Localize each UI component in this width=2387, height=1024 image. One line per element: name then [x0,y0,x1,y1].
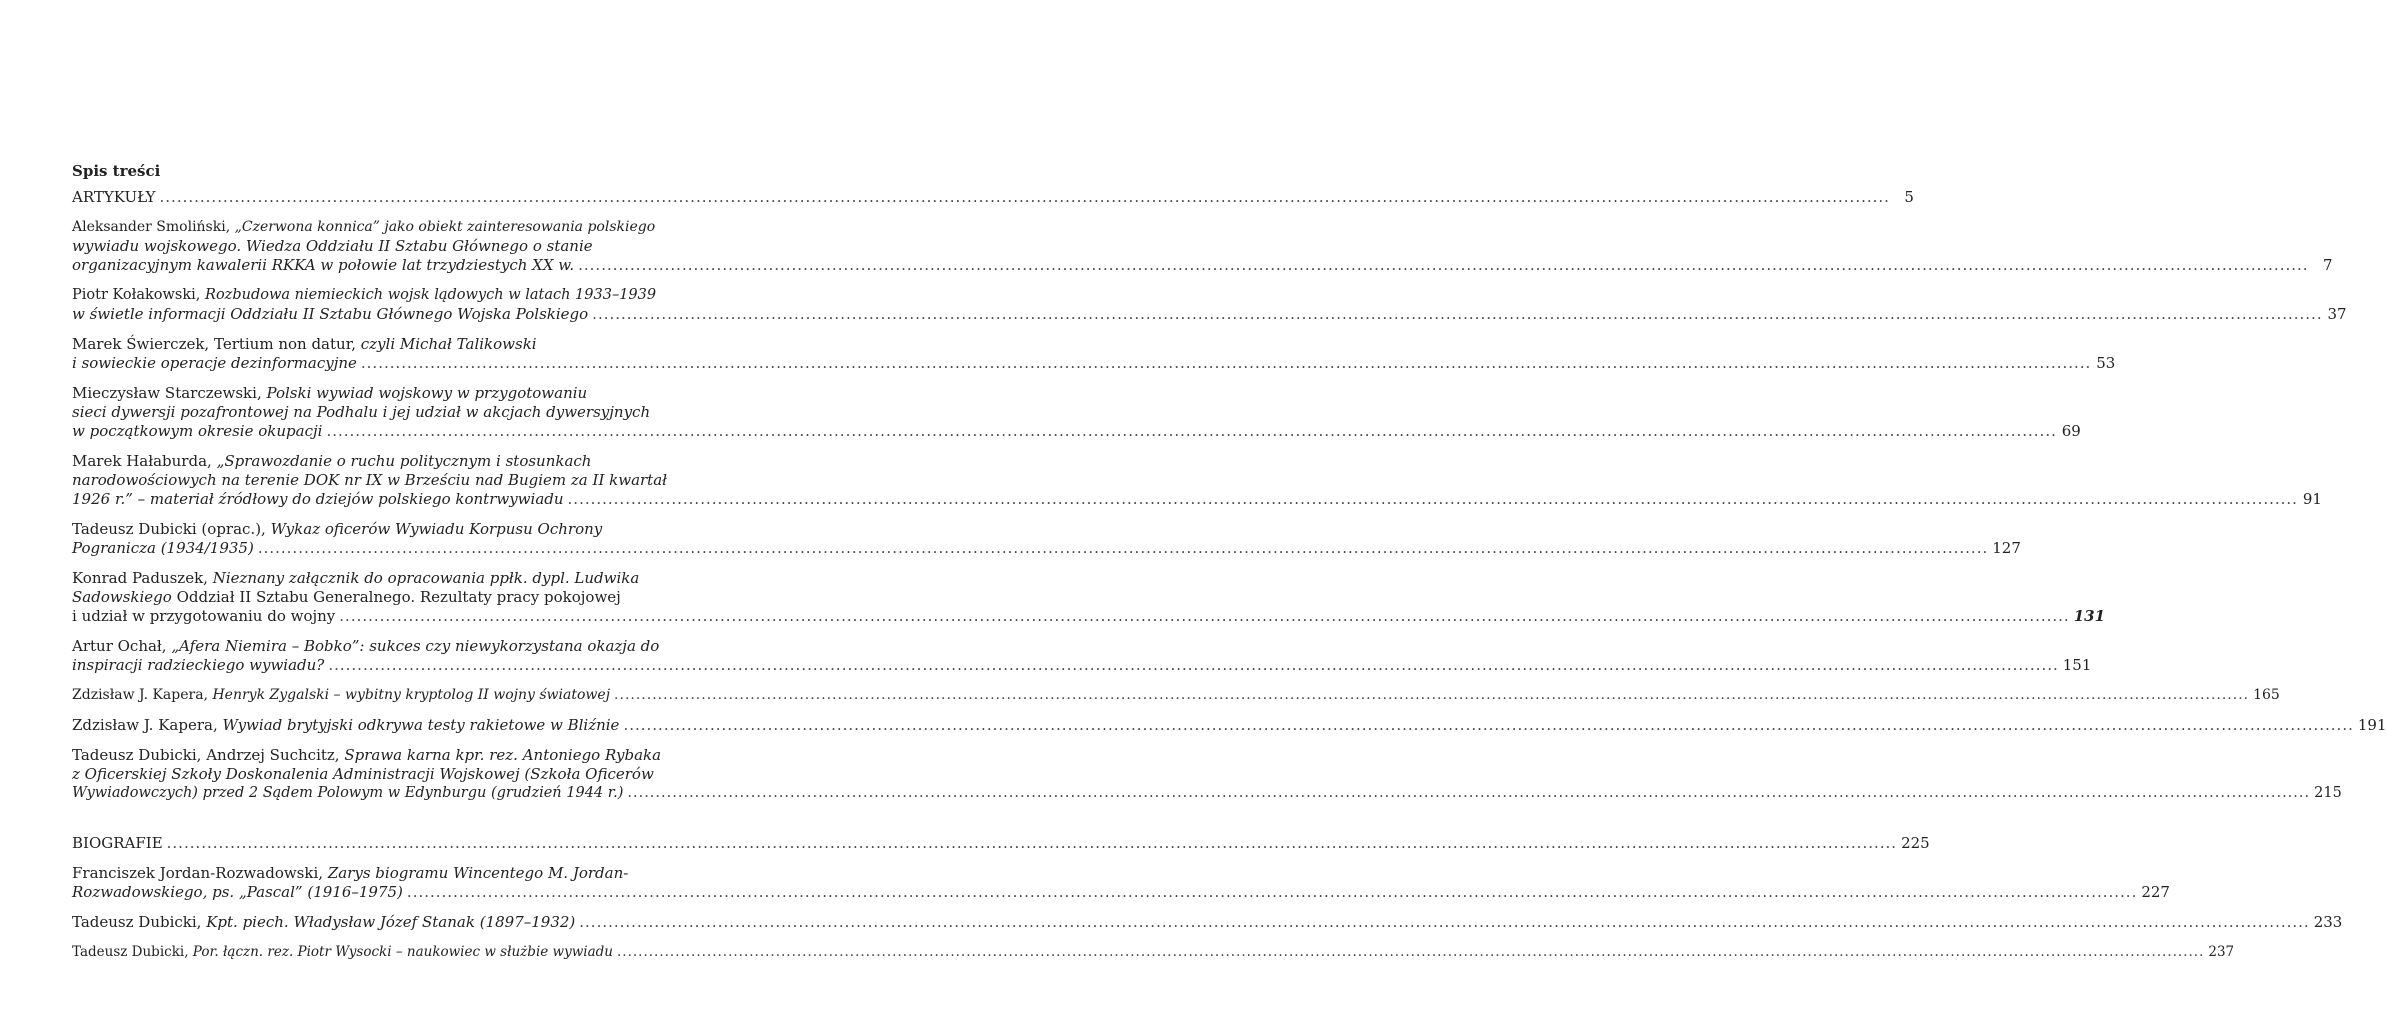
entry-author: Mieczysław Starczewski, [72,384,267,402]
entry-title: Wykaz oficerów Wywiadu Korpusu Ochrony [270,520,603,538]
entry-author: Zdzisław J. Kapera, [72,687,213,703]
entry-title: czyli Michał Talikowski [360,335,537,353]
entry-title: „Czerwona konnica” jako obiekt zainteresowania polskiego [234,219,656,235]
page-number: 215 [2314,785,2342,801]
dot-leader: ............................................................................................................................................................................................................................................................................................................ [326,422,2057,440]
entry-title: 1926 r.” – materiał źródłowy do dziejów polskiego kontrwywiadu [72,490,564,508]
toc-entry[interactable] [72,384,2081,441]
toc-entry[interactable] [72,686,2280,705]
entry-title: Rozwadowskiego, ps. „Pascal” (1916–1975) [72,883,403,901]
entry-title: i sowieckie operacje dezinformacyjne [72,354,357,372]
dot-leader: ............................................................................................................................................................................................................................................................................................................ [592,305,2323,323]
entry-author: i udział w przygotowaniu do wojny [72,607,336,625]
entry-title: Por. łączn. rez. Piotr Wysocki – naukowiec w służbie wywiadu [192,944,613,960]
page-number: 225 [1901,834,1930,852]
entry-title: narodowościowych na terenie DOK nr IX w Brześciu nad Bugiem za II kwartał [72,471,668,489]
entry-author: Konrad Paduszek, [72,569,213,587]
dot-leader: ............................................................................................................................................................................................................................................................................................................ [627,785,2311,801]
page-number: 151 [2062,656,2092,674]
page-number: 37 [2327,305,2347,323]
section-name: ARTYKUŁY [72,188,156,206]
entry-author: Tadeusz Dubicki (oprac.), [72,520,271,538]
toc-entry[interactable] [72,286,2347,324]
entry-author: Tadeusz Dubicki, [72,913,207,931]
page-number: 53 [2096,354,2116,372]
table-of-contents [72,160,2387,973]
entry-title: w świetle informacji Oddziału II Sztabu Głównego Wojska Polskiego [72,305,589,323]
entry-title: z Oficerskiej Szkoły Doskonalenia Administracji Wojskowej (Szkoła Oficerów [72,765,654,783]
entry-author: Franciszek Jordan-Rozwadowski, [72,864,328,882]
entry-author: Tadeusz Dubicki, [72,944,193,960]
section-gap [72,814,668,834]
dot-leader: ............................................................................................................................................................................................................................................................................................................ [360,354,2092,372]
entry-author: Aleksander Smoliński, [72,219,235,235]
entry-title: Pogranicza (1934/1935) [72,539,254,557]
page-number: 237 [2208,944,2235,960]
entry-title-rest: Oddział II Sztabu Generalnego. Rezultaty pracy pokojowej [171,588,621,606]
toc-entry[interactable] [72,637,2092,675]
entry-author: Marek Hałaburda, [72,452,217,470]
dot-leader: ............................................................................................................................................................................................................................................................................................................ [328,656,2059,674]
toc-body [72,188,2387,962]
toc-entry[interactable] [72,452,2322,509]
entry-author: Artur Ochał, [72,637,172,655]
toc-section-heading[interactable] [72,834,1930,853]
toc-entry[interactable] [72,913,2343,932]
page-number: 69 [2061,422,2081,440]
entry-title: „Afera Niemira – Bobko”: sukces czy niewykorzystana okazja do [171,637,660,655]
dot-leader: ............................................................................................................................................................................................................................................................................................................ [567,490,2298,508]
page-number: 91 [2302,490,2322,508]
entry-title: „Sprawozdanie o ruchu politycznym i stosunkach [216,452,592,470]
dot-leader: ............................................................................................................................................................................................................................................................................................................ [579,913,2310,931]
entry-title: Polski wywiad wojskowy w przygotowaniu [266,384,588,402]
entry-author: Piotr Kołakowski, [72,287,206,303]
page-number: 127 [1992,539,2021,557]
entry-title: w początkowym okresie okupacji [72,422,323,440]
entry-title: Rozbudowa niemieckich wojsk lądowych w latach 1933–1939 [205,287,657,303]
entry-title: organizacyjnym kawalerii RKKA w połowie lat trzydziestych XX w. [72,256,575,274]
entry-title: Henryk Zygalski – wybitny kryptolog II wojny światowej [212,687,611,703]
dot-leader: ............................................................................................................................................................................................................................................................................................................ [159,188,1890,206]
entry-title: Sprawa karna kpr. rez. Antoniego Rybaka [344,746,662,764]
toc-entry[interactable] [72,520,2021,558]
toc-entry[interactable] [72,569,2106,626]
section-name: BIOGRAFIE [72,834,163,852]
toc-entry[interactable] [72,218,2333,275]
entry-title: Nieznany załącznik do opracowania ppłk. dypl. Ludwika [212,569,640,587]
entry-title: Zarys biogramu Wincentego M. Jordan- [327,864,629,882]
dot-leader: ............................................................................................................................................................................................................................................................................................................ [614,687,2250,703]
dot-leader: ............................................................................................................................................................................................................................................................................................................ [616,944,2205,960]
toc-entry[interactable] [72,864,2170,902]
entry-author: Marek Świerczek, Tertium non datur, [72,335,361,353]
entry-title: Wywiadowczych) przed 2 Sądem Polowym w Edynburgu (grudzień 1944 r.) [72,785,624,801]
entry-title: Wywiad brytyjski odkrywa testy rakietowe w Bliźnie [222,716,620,734]
entry-title: inspiracji radzieckiego wywiadu? [72,656,325,674]
entry-author: Zdzisław J. Kapera, [72,716,223,734]
toc-entry[interactable] [72,943,2235,962]
page-number: 233 [2313,913,2343,931]
page-number: 165 [2253,687,2280,703]
page-number: 191 [2357,716,2387,734]
dot-leader: ............................................................................................................................................................................................................................................................................................................ [578,256,2309,274]
toc-entry[interactable] [72,716,2387,735]
page-number: 227 [2141,883,2170,901]
dot-leader: ............................................................................................................................................................................................................................................................................................................ [339,607,2070,625]
dot-leader: ............................................................................................................................................................................................................................................................................................................ [623,716,2354,734]
page-number: 7 [2323,256,2333,274]
dot-leader: ............................................................................................................................................................................................................................................................................................................ [166,834,1898,852]
entry-title: wywiadu wojskowego. Wiedza Oddziału II Sztabu Głównego o stanie [72,237,593,255]
toc-entry[interactable] [72,335,2116,373]
entry-author: Tadeusz Dubicki, Andrzej Suchcitz, [72,746,345,764]
dot-leader: ............................................................................................................................................................................................................................................................................................................ [406,883,2138,901]
toc-section-heading[interactable] [72,188,1914,207]
entry-title: Kpt. piech. Władysław Józef Stanak (1897–1932) [206,913,576,931]
toc-entry[interactable] [72,746,2342,803]
page-number: 5 [1904,188,1914,206]
entry-title: Sadowskiego [72,588,172,606]
toc-title: Spis treści [72,162,161,180]
entry-title: sieci dywersji pozafrontowej na Podhalu i jej udział w akcjach dywersyjnych [72,403,651,421]
page-number: 131 [2073,607,2106,625]
dot-leader: ............................................................................................................................................................................................................................................................................................................ [257,539,1989,557]
